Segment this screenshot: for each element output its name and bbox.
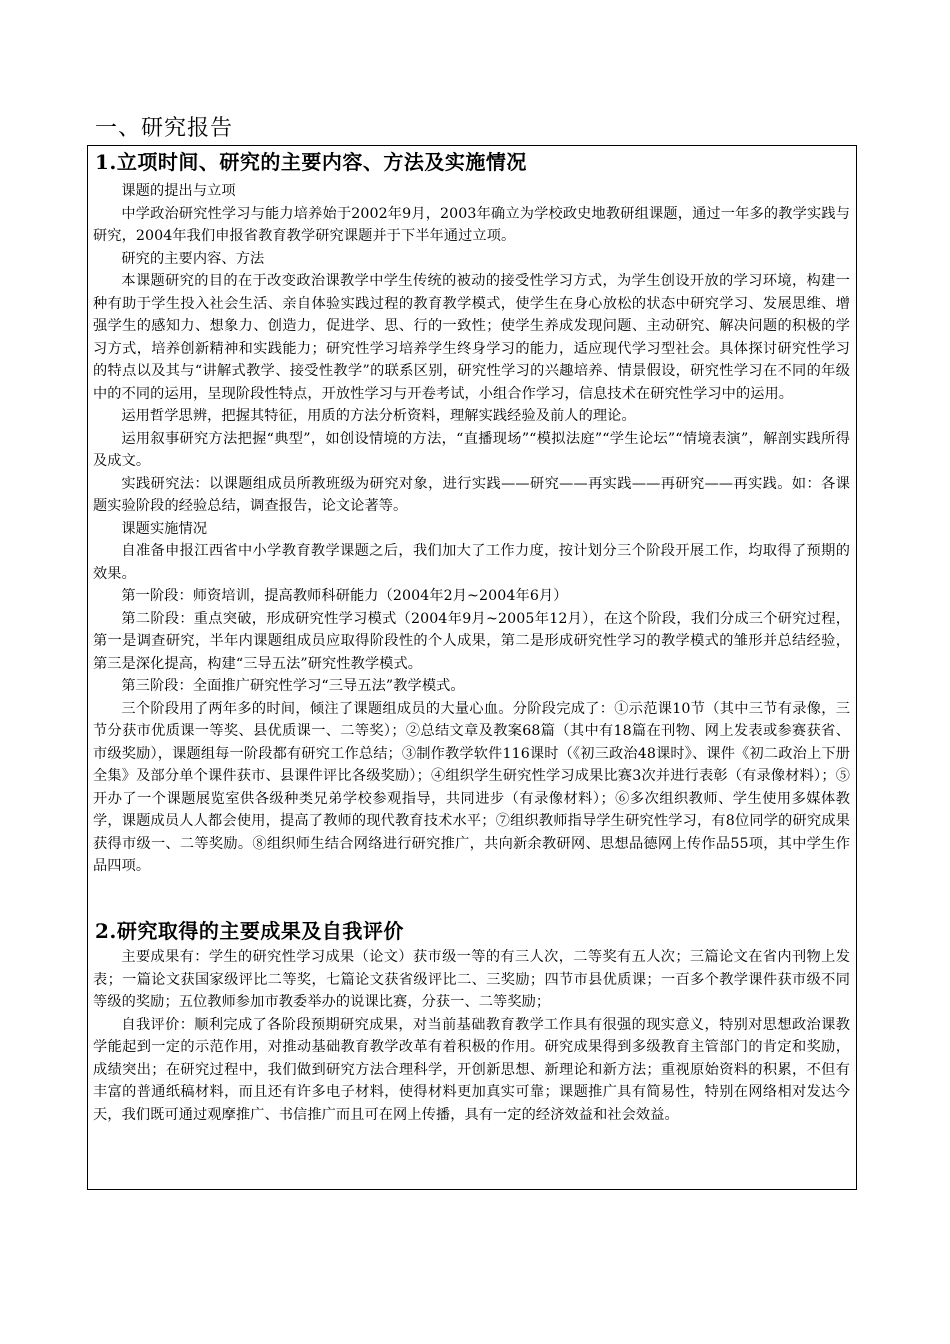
page-title: 一、研究报告 — [95, 116, 234, 141]
section-2-title: 2.研究取得的主要成果及自我评价 — [95, 919, 404, 943]
paragraph: 运用哲学思辨，把握其特征，用质的方法分析资料，理解实践经验及前人的理论。 — [121, 408, 636, 424]
paragraph-stage-3: 第三阶段：全面推广研究性学习“三导五法”教学模式。 — [121, 678, 465, 694]
subheading-implementation: 课题实施情况 — [121, 520, 208, 537]
section-2-body — [93, 946, 850, 1126]
paragraph: 运用叙事研究方法把握“典型”，如创设情境的方法，“直播现场”“模拟法庭”“学生论坛”“情境表演”，解剖实践所得及成文。 — [93, 430, 850, 469]
paragraph-stage-1: 第一阶段：师资培训，提高教师科研能力（2004年2月~2004年6月） — [121, 588, 568, 604]
subheading-project-initiation: 课题的提出与立项 — [121, 183, 236, 199]
section-1-body — [93, 180, 850, 878]
report-table — [87, 145, 857, 1190]
paragraph-main-results: 主要成果有：学生的研究性学习成果（论文）获市级一等的有三人次，二等奖有五人次；三篇论文在省内刊物上发表；一篇论文获国家级评比二等奖，七篇论文获省级评比二、三奖励；四节市县优质课；一百多个教学课件获市级不同等级的奖励；五位教师参加市教委举办的说课比赛，分获一、二等奖励； — [93, 949, 850, 1010]
section-1-title: 1.立项时间、研究的主要内容、方法及实施情况 — [95, 150, 527, 174]
paragraph-achievements-list: 三个阶段用了两年多的时间，倾注了课题组成员的大量心血。分阶段完成了：①示范课10节（其中三节有录像，三节分获市优质课一等奖、县优质课一、二等奖）；②总结文章及教案68篇（其中有18篇在刊物、网上发表或参赛获省、市级奖励），课题组每一阶段都有研究工作总结；③制作教学软件116课时（《初三政治48课时》、课件《初二政治上下册全集》及部分单个课件获市、县课件评比各级奖励）；④组织学生研究性学习成果比赛3次并进行表彰（有录像材料）；⑤开办了一个课题展览室供各级种类兄弟学校参观指导，共同进步（有录像材料）；⑥多次组织教师、学生使用多媒体教学，课题成员人人都会使用，提高了教师的现代教育技术水平；⑦组织教师指导学生研究性学习，有8位同学的研究成果获得市级一、二等奖励。⑧组织师生结合网络进行研究推广，共向新余教研网、思想品德网上传作品55项，其中学生作品四项。 — [93, 700, 851, 874]
paragraph: 自准备申报江西省中小学教育教学课题之后，我们加大了工作力度，按计划分三个阶段开展工作，均取得了预期的效果。 — [93, 543, 850, 582]
paragraph-stage-2: 第二阶段：重点突破，形成研究性学习模式（2004年9月~2005年12月），在这个阶段，我们分成三个研究过程，第一是调查研究，半年内课题组成员应取得阶段性的个人成果，第二是形成研究性学习的教学模式的雏形并总结经验，第三是深化提高，构建“三导五法”研究性教学模式。 — [93, 610, 850, 672]
paragraph: 本课题研究的目的在于改变政治课教学中学生传统的被动的接受性学习方式，为学生创设开放的学习环境，构建一种有助于学生投入社会生活、亲自体验实践过程的教育教学模式，使学生在身心放松的状态中研究学习、发展思维、增强学生的感知力、想象力、创造力，促进学、思、行的一致性；使学生养成发现问题、主动研究、解决问题的积极的学习方式，培养创新精神和实践能力；研究性学习培养学生终身学习的能力，适应现代学习型社会。具体探讨研究性学习的特点以及其与“讲解式教学、接受性教学”的联系区别，研究性学习的兴趣培养、情景假设，研究性学习在不同的年级中的不同的运用，呈现阶段性特点，开放性学习与开卷考试，小组合作学习，信息技术在研究性学习中的运用。 — [93, 273, 850, 402]
paragraph: 实践研究法：以课题组成员所教班级为研究对象，进行实践——研究——再实践——再研究——再实践。如：各课题实验阶段的经验总结，调查报告，论文论著等。 — [93, 475, 850, 514]
paragraph: 中学政治研究性学习与能力培养始于2002年9月，2003年确立为学校政史地教研组课题，通过一年多的教学实践与研究，2004年我们申报省教育教学研究课题并于下半年通过立项。 — [93, 205, 850, 244]
subheading-research-content: 研究的主要内容、方法 — [121, 250, 265, 267]
paragraph-self-evaluation: 自我评价：顺利完成了各阶段预期研究成果，对当前基础教育教学工作具有很强的现实意义，特别对思想政治课教学能起到一定的示范作用，对推动基础教育教学改革有着积极的作用。研究成果得到多级教育主管部门的肯定和奖励，成绩突出；在研究过程中，我们做到研究方法合理科学，开创新思想、新理论和新方法；重视原始资料的积累，不但有丰富的普通纸稿材料，而且还有许多电子材料，使得材料更加真实可靠；课题推广具有简易性，特别在网络相对发达今天，我们既可通过观摩推广、书信推广而且可在网上传播，具有一定的经济效益和社会效益。 — [93, 1016, 850, 1123]
